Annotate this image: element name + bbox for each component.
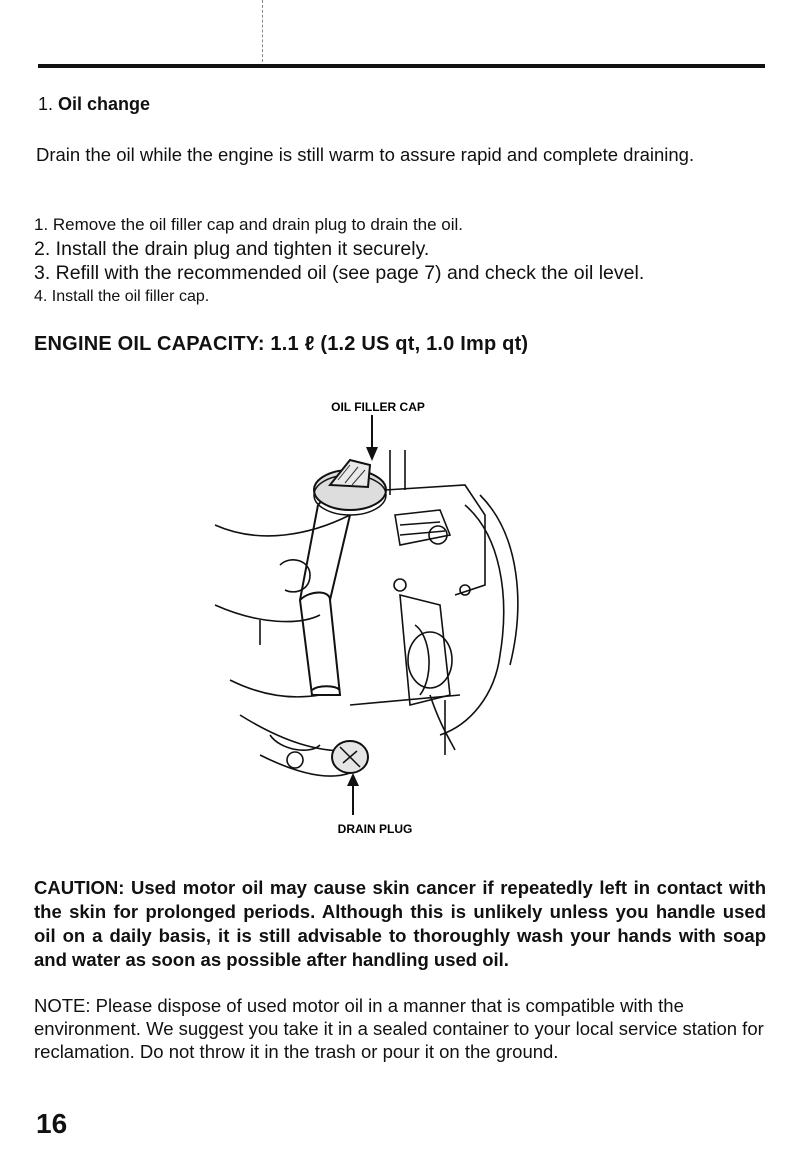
caution-paragraph: CAUTION: Used motor oil may cause skin cancer if repeatedly left in contact with the skin for prolonged periods. Although this is unlikely unless you handle used oil on a daily basis, it is still advisable to thoroughly wash your hands with soap and water as soon as possible after handling used oil. xyxy=(34,877,766,970)
filler-cap-arrowhead xyxy=(366,447,378,461)
step-item: 1. Remove the oil filler cap and drain plug to drain the oil. xyxy=(34,215,464,234)
drain-plug-label: DRAIN PLUG xyxy=(337,822,413,836)
binding-mark xyxy=(262,0,264,62)
oil-filler-cap-label: OIL FILLER CAP xyxy=(331,400,425,414)
section-title xyxy=(38,94,150,115)
engine-oil-capacity: ENGINE OIL CAPACITY: 1.1 ℓ (1.2 US qt, 1.0 Imp qt) xyxy=(34,333,529,355)
drain-plug-shape xyxy=(332,741,368,773)
oil-filler-tube xyxy=(300,498,350,696)
engine-drawing xyxy=(200,395,580,845)
step-item: 4. Install the oil filler cap. xyxy=(34,288,210,305)
step-item: 3. Refill with the recommended oil (see page 7) and check the oil level. xyxy=(34,262,645,284)
oil-filler-cap-shape xyxy=(314,460,386,515)
drain-plug-arrowhead xyxy=(347,773,359,786)
page-number: 16 xyxy=(36,1108,68,1139)
section-title-text: Oil change xyxy=(58,94,151,114)
steps-list xyxy=(34,213,774,309)
section-number: 1. xyxy=(38,94,54,114)
step-item: 2. Install the drain plug and tighten it securely. xyxy=(34,238,430,260)
header-rule xyxy=(38,64,765,68)
engine-illustration xyxy=(200,395,580,845)
note-paragraph: NOTE: Please dispose of used motor oil in a manner that is compatible with the environment. We suggest you take it in a sealed container to your local service station for reclamation. Do not throw it in the trash or pour it on the ground. xyxy=(34,995,764,1062)
intro-paragraph: Drain the oil while the engine is still warm to assure rapid and complete draining. xyxy=(36,144,695,165)
